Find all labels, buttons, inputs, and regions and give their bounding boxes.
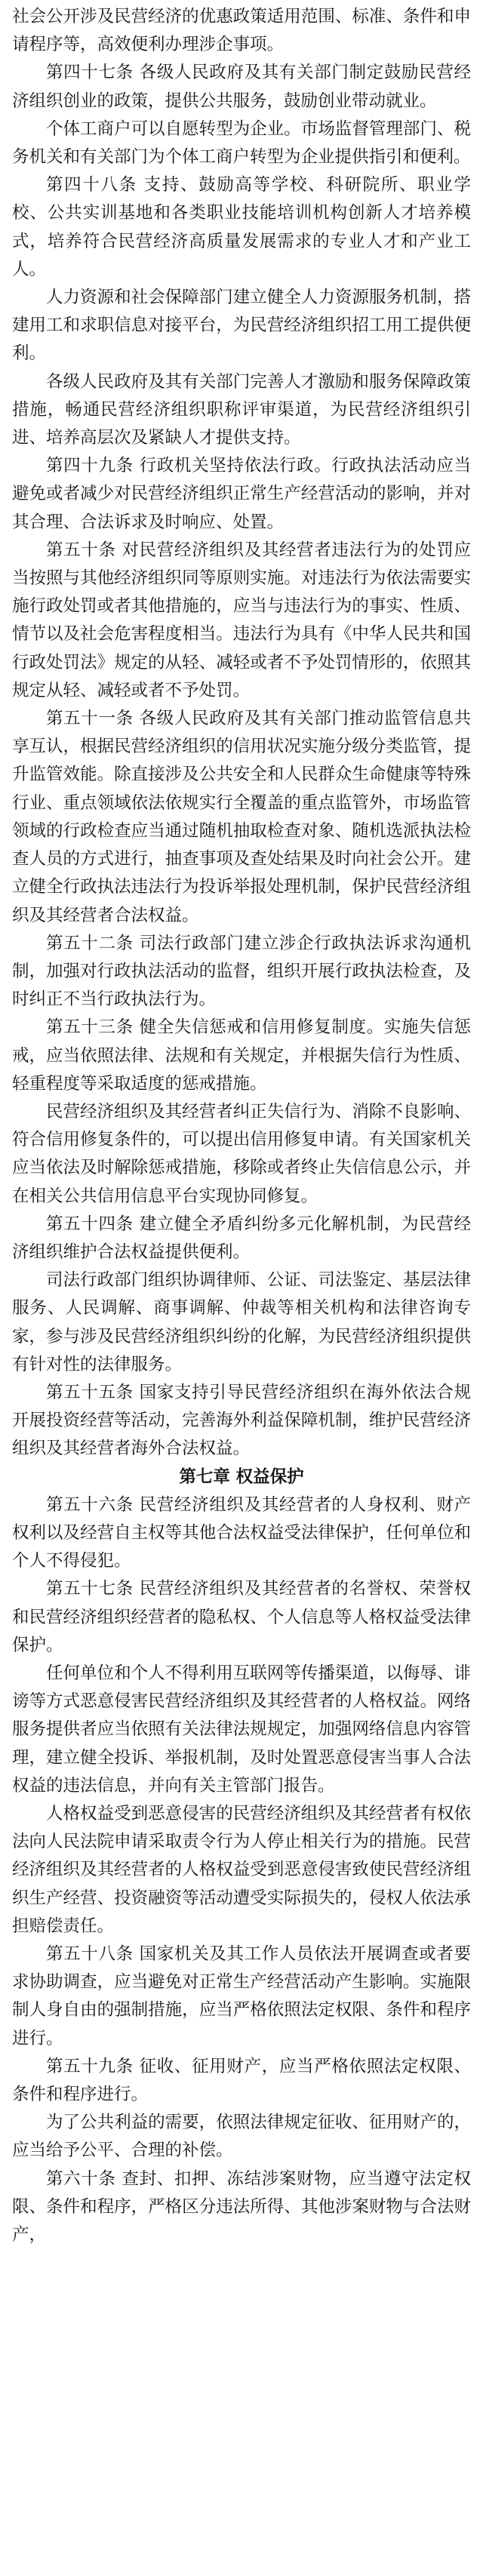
article-paragraph: 第四十八条 支持、鼓励高等学校、科研院所、职业学校、公共实训基地和各类职业技能培训机构创新人才培养模式，培养符合民营经济高质量发展需求的专业人才和产业工人。: [12, 175, 471, 279]
article-paragraph: 各级人民政府及其有关部门完善人才激励和服务保障政策措施，畅通民营经济组织职称评审渠道，为民营经济组织引进、培养高层次及紧缺人才提供支持。: [12, 371, 471, 448]
article-paragraph: 第五十一条 各级人民政府及其有关部门推动监管信息共享互认，根据民营经济组织的信用状况实施分级分类监管，提升监管效能。除直接涉及公共安全和人民群众生命健康等特殊行业、重点领域依法依规实行全覆盖的重点监管外，市场监管领域的行政检查应当通过随机抽取检查对象、随机选派执法检查人员的方式进行，抽查事项及查处结果及时向社会公开。建立健全行政执法违法行为投诉举报处理机制，保护民营经济组织及其经营者合法权益。: [12, 709, 471, 925]
article-paragraph: 第五十四条 建立健全矛盾纠纷多元化解机制，为民营经济组织维护合法权益提供便利。: [12, 1214, 471, 1262]
article-paragraph: 任何单位和个人不得利用互联网等传播渠道，以侮辱、诽谤等方式恶意侵害民营经济组织及其经营者的人格权益。网络服务提供者应当依照有关法律法规规定，加强网络信息内容管理，建立健全投诉、举报机制，及时处置恶意侵害当事人合法权益的违法信息，并向有关主管部门报告。: [12, 1663, 471, 1796]
article-paragraph: 个体工商户可以自愿转型为企业。市场监督管理部门、税务机关和有关部门为个体工商户转型为企业提供指引和便利。: [12, 118, 471, 168]
article-paragraph: 为了公共利益的需要，依照法律规定征收、征用财产的，应当给予公平、合理的补偿。: [12, 2113, 471, 2161]
article-paragraph: 民营经济组织及其经营者纠正失信行为、消除不良影响、符合信用修复条件的，可以提出信用修复申请。有关国家机关应当依法及时解除惩戒措施，移除或者终止失信信息公示，并在相关公共信用信息平台实现协同修复。: [12, 1101, 471, 1206]
continued-paragraph: 社会公开涉及民营经济的优惠政策适用范围、标准、条件和申请程序等，高效便利办理涉企事项。: [12, 7, 471, 55]
article-paragraph: 第五十三条 健全失信惩戒和信用修复制度。实施失信惩戒，应当依照法律、法规和有关规定，并根据失信行为性质、轻重程度等采取适度的惩戒措施。: [12, 1017, 471, 1094]
article-paragraph: 第五十七条 民营经济组织及其经营者的名誉权、荣誉权和民营经济组织经营者的隐私权、个人信息等人格权益受法律保护。: [12, 1579, 471, 1655]
article-paragraph: 第五十二条 司法行政部门建立涉企行政执法诉求沟通机制，加强对行政执法活动的监督，组织开展行政执法检查，及时纠正不当行政执法行为。: [12, 933, 471, 1010]
article-paragraph: 第五十八条 国家机关及其工作人员依法开展调查或者要求协助调查，应当避免对正常生产经营活动产生影响。实施限制人身自由的强制措施，应当严格依照法定权限、条件和程序进行。: [12, 1944, 471, 2048]
article-paragraph: 第四十九条 行政机关坚持依法行政。行政执法活动应当避免或者减少对民营经济组织正常生产经营活动的影响，并对其合理、合法诉求及时响应、处置。: [12, 456, 471, 532]
article-paragraph: 第五十六条 民营经济组织及其经营者的人身权利、财产权利以及经营自主权等其他合法权益受法律保护，任何单位和个人不得侵犯。: [12, 1494, 471, 1571]
article-paragraph: 人力资源和社会保障部门建立健全人力资源服务机制，搭建用工和求职信息对接平台，为民营经济组织招工用工提供便利。: [12, 288, 471, 364]
article-paragraph: 第四十七条 各级人民政府及其有关部门制定鼓励民营经济组织创业的政策，提供公共服务，鼓励创业带动就业。: [12, 63, 471, 111]
article-paragraph: 第五十九条 征收、征用财产，应当严格依照法定权限、条件和程序进行。: [12, 2056, 471, 2105]
article-paragraph: 第五十条 对民营经济组织及其经营者违法行为的处罚应当按照与其他经济组织同等原则实施。对违法行为依法需要实施行政处罚或者其他措施的，应当与违法行为的事实、性质、情节以及社会危害程度相当。违法行为具有《中华人民共和国行政处罚法》规定的从轻、减轻或者不予处罚情形的，依照其规定从轻、减轻或者不予处罚。: [12, 540, 471, 700]
chapter-heading: 第七章 权益保护: [179, 1467, 304, 1487]
article-paragraph: 第六十条 查封、扣押、冻结涉案财物，应当遵守法定权限、条件和程序，严格区分违法所得、其他涉案财物与合法财产，: [12, 2168, 471, 2245]
article-paragraph: 司法行政部门组织协调律师、公证、司法鉴定、基层法律服务、人民调解、商事调解、仲裁等相关机构和法律咨询专家，参与涉及民营经济组织纠纷的化解，为民营经济组织提供有针对性的法律服务。: [12, 1270, 471, 1374]
article-paragraph: 第五十五条 国家支持引导民营经济组织在海外依法合规开展投资经营等活动，完善海外利益保障机制，维护民营经济组织及其经营者海外合法权益。: [12, 1382, 471, 1459]
article-paragraph: 人格权益受到恶意侵害的民营经济组织及其经营者有权依法向人民法院申请采取责令行为人停止相关行为的措施。民营经济组织及其经营者的人格权益受到恶意侵害致使民营经济组织生产经营、投资融资等活动遭受实际损失的，侵权人依法承担赔偿责任。: [12, 1804, 471, 1936]
